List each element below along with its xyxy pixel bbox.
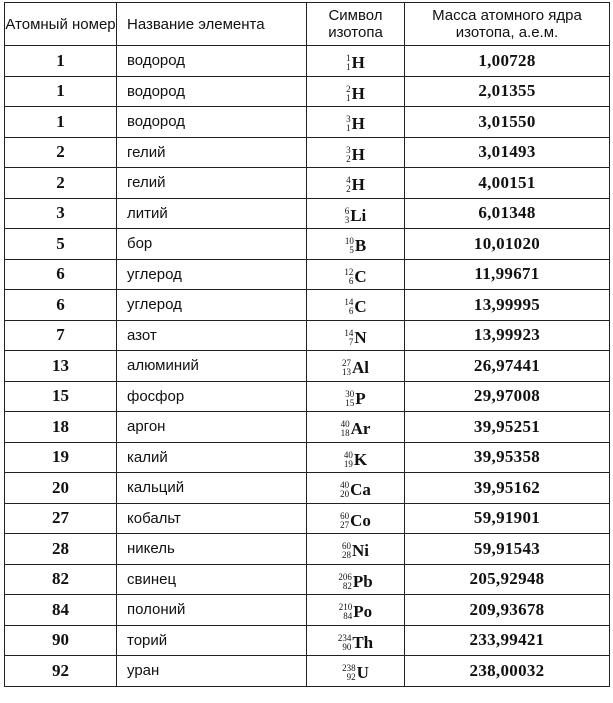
atomic-number-cell: 1 <box>5 46 117 77</box>
isotope-scripts <box>338 634 352 652</box>
element-symbol: C <box>354 297 367 317</box>
nuclear-mass-cell: 10,01020 <box>405 229 610 260</box>
charge-number: 13 <box>342 367 351 378</box>
mass-number: 3 <box>346 114 351 125</box>
charge-number: 18 <box>340 428 350 439</box>
charge-number: 27 <box>340 519 350 530</box>
element-symbol: Ar <box>350 419 371 439</box>
element-symbol: Po <box>353 602 373 622</box>
element-symbol: Co <box>350 510 371 530</box>
nuclear-mass-cell: 13,99923 <box>405 320 610 351</box>
isotope-symbol-cell <box>307 76 405 107</box>
table-row <box>5 107 610 138</box>
element-name-cell: углерод <box>117 290 307 321</box>
isotope-scripts <box>341 420 350 438</box>
element-symbol: Th <box>352 632 374 652</box>
atomic-number-cell: 6 <box>5 290 117 321</box>
isotope-symbol <box>346 84 365 104</box>
atomic-number-cell: 13 <box>5 351 117 382</box>
element-symbol: Li <box>350 205 367 225</box>
header-isotope-symbol: Символ изотопа <box>307 3 405 46</box>
charge-number: 84 <box>343 611 353 622</box>
charge-number: 1 <box>346 123 351 134</box>
isotope-symbol <box>339 602 372 622</box>
atomic-number-cell: 90 <box>5 625 117 656</box>
atomic-number-cell: 5 <box>5 229 117 260</box>
mass-number: 10 <box>344 236 354 247</box>
isotope-symbol-cell <box>307 503 405 534</box>
isotope-symbol-cell <box>307 290 405 321</box>
mass-number: 60 <box>342 541 351 552</box>
table-row <box>5 76 610 107</box>
nuclear-mass-cell: 39,95162 <box>405 473 610 504</box>
isotope-symbol-cell <box>307 320 405 351</box>
isotope-scripts <box>342 359 351 377</box>
isotope-symbol <box>346 53 365 73</box>
atomic-number-cell: 1 <box>5 76 117 107</box>
isotope-symbol-cell <box>307 625 405 656</box>
atomic-number-cell: 20 <box>5 473 117 504</box>
isotope-scripts <box>346 176 351 194</box>
element-name-cell: алюминий <box>117 351 307 382</box>
element-name-cell: гелий <box>117 168 307 199</box>
isotope-symbol-cell <box>307 381 405 412</box>
isotope-symbol <box>338 572 372 592</box>
mass-number: 14 <box>344 297 354 308</box>
element-name-cell: бор <box>117 229 307 260</box>
nuclear-mass-cell: 2,01355 <box>405 76 610 107</box>
isotope-symbol <box>346 145 365 165</box>
atomic-number-cell: 1 <box>5 107 117 138</box>
isotope-symbol <box>338 633 373 653</box>
header-nuclear-mass: Масса атомного ядра изотопа, а.е.м. <box>405 3 610 46</box>
element-symbol: Al <box>352 358 369 378</box>
atomic-number-cell: 19 <box>5 442 117 473</box>
table-row <box>5 290 610 321</box>
element-symbol: Pb <box>352 571 373 591</box>
mass-number: 238 <box>342 663 356 674</box>
mass-number: 234 <box>337 632 352 643</box>
isotope-scripts <box>340 512 349 530</box>
isotope-symbol <box>342 663 369 683</box>
isotope-symbol-cell <box>307 595 405 626</box>
isotope-scripts <box>344 329 353 347</box>
isotope-scripts <box>345 207 350 225</box>
nuclear-mass-cell: 11,99671 <box>405 259 610 290</box>
charge-number: 19 <box>343 458 353 469</box>
mass-number: 60 <box>340 510 350 521</box>
isotope-scripts <box>344 298 353 316</box>
isotope-symbol <box>345 236 366 256</box>
element-name-cell: калий <box>117 442 307 473</box>
nuclear-mass-cell: 59,91901 <box>405 503 610 534</box>
nuclear-mass-cell: 29,97008 <box>405 381 610 412</box>
isotope-symbol-cell <box>307 656 405 687</box>
element-symbol: Ni <box>352 541 369 561</box>
element-name-cell: полоний <box>117 595 307 626</box>
isotope-scripts <box>340 481 349 499</box>
nuclear-mass-cell: 4,00151 <box>405 168 610 199</box>
header-element-name: Название элемента <box>117 3 307 46</box>
table-row <box>5 381 610 412</box>
element-name-cell: никель <box>117 534 307 565</box>
isotope-symbol-cell <box>307 229 405 260</box>
nuclear-mass-cell: 205,92948 <box>405 564 610 595</box>
isotope-scripts <box>344 451 353 469</box>
charge-number: 2 <box>346 184 351 195</box>
nuclear-mass-cell: 3,01493 <box>405 137 610 168</box>
mass-number: 40 <box>343 449 353 460</box>
element-name-cell: торий <box>117 625 307 656</box>
element-name-cell: азот <box>117 320 307 351</box>
nuclear-mass-cell: 39,95358 <box>405 442 610 473</box>
atomic-number-cell: 2 <box>5 168 117 199</box>
isotope-symbol-cell <box>307 534 405 565</box>
atomic-number-cell: 92 <box>5 656 117 687</box>
element-name-cell: углерод <box>117 259 307 290</box>
element-symbol: K <box>353 449 368 469</box>
charge-number: 1 <box>346 92 351 103</box>
isotope-symbol <box>345 389 365 409</box>
charge-number: 28 <box>342 550 351 561</box>
isotope-symbol-cell <box>307 412 405 443</box>
element-symbol: U <box>356 663 369 683</box>
element-name-cell: кобальт <box>117 503 307 534</box>
atomic-number-cell: 6 <box>5 259 117 290</box>
isotope-symbol <box>340 511 371 531</box>
isotope-scripts <box>346 54 351 72</box>
element-symbol: H <box>351 53 365 73</box>
isotope-scripts <box>345 390 354 408</box>
table-row <box>5 46 610 77</box>
isotope-symbol-cell <box>307 198 405 229</box>
element-symbol: H <box>351 144 365 164</box>
isotope-symbol <box>344 450 367 470</box>
isotope-symbol <box>344 297 366 317</box>
element-name-cell: свинец <box>117 564 307 595</box>
nuclear-mass-cell: 238,00032 <box>405 656 610 687</box>
atomic-number-cell: 18 <box>5 412 117 443</box>
element-name-cell: кальций <box>117 473 307 504</box>
nuclear-mass-cell: 59,91543 <box>405 534 610 565</box>
element-name-cell: аргон <box>117 412 307 443</box>
table-row <box>5 595 610 626</box>
charge-number: 6 <box>348 275 354 286</box>
nuclear-mass-cell: 233,99421 <box>405 625 610 656</box>
mass-number: 1 <box>346 53 351 64</box>
element-symbol: B <box>354 236 367 256</box>
element-name-cell: литий <box>117 198 307 229</box>
element-name-cell: гелий <box>117 137 307 168</box>
table-row <box>5 564 610 595</box>
isotope-symbol-cell <box>307 351 405 382</box>
isotope-symbol-cell <box>307 137 405 168</box>
isotope-scripts <box>346 146 351 164</box>
nuclear-mass-cell: 26,97441 <box>405 351 610 382</box>
element-symbol: C <box>354 266 367 286</box>
mass-number: 206 <box>338 571 352 582</box>
element-name-cell: водород <box>117 107 307 138</box>
atomic-number-cell: 84 <box>5 595 117 626</box>
charge-number: 20 <box>340 489 350 500</box>
element-name-cell: уран <box>117 656 307 687</box>
table-row <box>5 503 610 534</box>
isotope-symbol <box>340 480 371 500</box>
table-row <box>5 351 610 382</box>
charge-number: 6 <box>348 306 354 317</box>
isotope-symbol-cell <box>307 107 405 138</box>
isotope-scripts <box>338 573 352 591</box>
charge-number: 2 <box>346 153 351 164</box>
mass-number: 14 <box>344 327 354 338</box>
charge-number: 82 <box>342 580 352 591</box>
table-row <box>5 320 610 351</box>
table-header-row <box>5 3 610 46</box>
nuclear-mass-cell: 39,95251 <box>405 412 610 443</box>
table-row <box>5 625 610 656</box>
charge-number: 3 <box>344 214 350 225</box>
charge-number: 1 <box>346 62 351 73</box>
table-row <box>5 442 610 473</box>
charge-number: 7 <box>348 336 354 347</box>
element-symbol: N <box>354 327 367 347</box>
table-row <box>5 473 610 504</box>
isotope-symbol <box>344 267 366 287</box>
table-row <box>5 534 610 565</box>
charge-number: 5 <box>349 245 354 256</box>
atomic-number-cell: 28 <box>5 534 117 565</box>
table-row <box>5 656 610 687</box>
table-row <box>5 168 610 199</box>
isotope-symbol <box>346 114 365 134</box>
isotope-scripts <box>346 115 351 133</box>
element-symbol: H <box>351 114 365 134</box>
table-row <box>5 198 610 229</box>
isotope-scripts <box>342 542 351 560</box>
isotope-symbol-cell <box>307 473 405 504</box>
charge-number: 90 <box>342 641 352 652</box>
mass-number: 30 <box>345 388 355 399</box>
charge-number: 15 <box>345 397 355 408</box>
mass-number: 2 <box>346 83 351 94</box>
element-symbol: H <box>351 175 365 195</box>
element-symbol: P <box>355 388 366 408</box>
table-row <box>5 229 610 260</box>
table-body <box>5 46 610 687</box>
isotope-scripts <box>342 664 356 682</box>
isotope-symbol-cell <box>307 564 405 595</box>
element-symbol: H <box>351 83 365 103</box>
isotope-scripts <box>344 268 353 286</box>
header-atomic-number: Атомный номер <box>5 3 117 46</box>
element-name-cell: водород <box>117 76 307 107</box>
atomic-number-cell: 82 <box>5 564 117 595</box>
isotope-symbol <box>342 358 369 378</box>
isotope-scripts <box>345 237 354 255</box>
isotope-symbol <box>341 419 371 439</box>
nuclear-mass-cell: 6,01348 <box>405 198 610 229</box>
isotope-symbol <box>342 541 369 561</box>
nuclear-mass-cell: 209,93678 <box>405 595 610 626</box>
element-name-cell: водород <box>117 46 307 77</box>
mass-number: 4 <box>346 175 351 186</box>
atomic-number-cell: 15 <box>5 381 117 412</box>
charge-number: 92 <box>346 672 356 683</box>
isotope-symbol <box>346 175 365 195</box>
mass-number: 12 <box>344 266 354 277</box>
mass-number: 27 <box>342 358 351 369</box>
atomic-number-cell: 2 <box>5 137 117 168</box>
isotope-symbol-cell <box>307 46 405 77</box>
element-name-cell: фосфор <box>117 381 307 412</box>
mass-number: 40 <box>340 480 350 491</box>
atomic-number-cell: 3 <box>5 198 117 229</box>
nuclear-mass-cell: 1,00728 <box>405 46 610 77</box>
isotope-scripts <box>346 85 351 103</box>
table-row <box>5 137 610 168</box>
isotope-symbol <box>344 328 366 348</box>
isotope-scripts <box>339 603 353 621</box>
mass-number: 3 <box>346 144 351 155</box>
atomic-number-cell: 7 <box>5 320 117 351</box>
mass-number: 40 <box>340 419 350 430</box>
isotope-symbol-cell <box>307 442 405 473</box>
element-symbol: Ca <box>350 480 371 500</box>
mass-number: 210 <box>338 602 353 613</box>
table-row <box>5 259 610 290</box>
mass-number: 6 <box>344 205 350 216</box>
nuclear-mass-cell: 13,99995 <box>405 290 610 321</box>
atomic-number-cell: 27 <box>5 503 117 534</box>
nuclear-mass-cell: 3,01550 <box>405 107 610 138</box>
isotope-table <box>4 2 610 687</box>
table-row <box>5 412 610 443</box>
isotope-symbol-cell <box>307 168 405 199</box>
isotope-symbol-cell <box>307 259 405 290</box>
isotope-symbol <box>345 206 367 226</box>
